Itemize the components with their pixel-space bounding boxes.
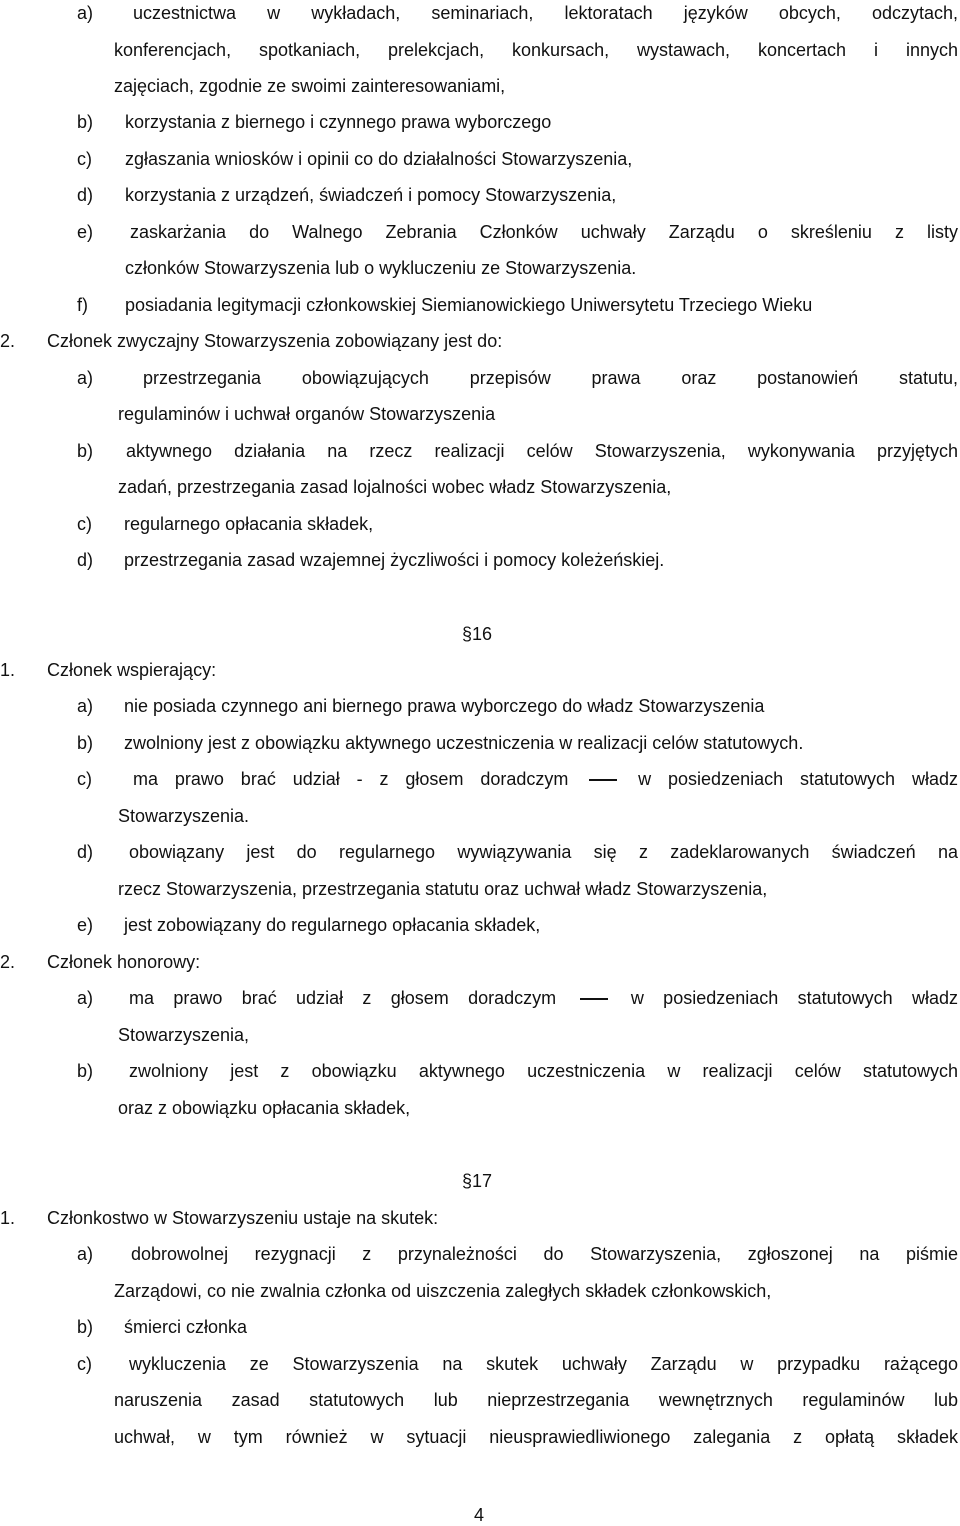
- list-marker: e): [77, 222, 94, 242]
- list-marker: c): [77, 769, 92, 789]
- list-item-text: zwolniony jest z obowiązku aktywnego uczestniczenia w realizacji celów statutowych.: [124, 733, 804, 753]
- list-item-text: oraz z obowiązku opłacania składek,: [118, 1098, 411, 1118]
- list-item-text: konferencjach, spotkaniach, prelekcjach, konkursach, wystawach, koncertach i innych: [114, 40, 958, 60]
- point-number: 1.: [0, 1208, 16, 1228]
- list-item-text: aktywnego działania na rzecz realizacji celów Stowarzyszenia, wykonywania przyjętych: [126, 441, 958, 461]
- list-marker: f): [77, 295, 88, 315]
- dash: [580, 998, 608, 1000]
- list-item-text: Stowarzyszenia.: [118, 806, 250, 826]
- list-item-text: ma prawo brać udział z głosem doradczym w posiedzeniach statutowych władz: [129, 988, 958, 1008]
- point-text: Członek honorowy:: [47, 952, 201, 972]
- list-marker: a): [77, 696, 94, 716]
- list-item-text: członków Stowarzyszenia lub o wykluczeniu ze Stowarzyszenia.: [125, 258, 637, 278]
- list-marker: a): [77, 1244, 94, 1264]
- section-sign: §: [462, 624, 473, 644]
- list-item-text: zadań, przestrzegania zasad lojalności wobec władz Stowarzyszenia,: [118, 477, 672, 497]
- list-item-text: śmierci członka: [124, 1317, 248, 1337]
- list-marker: e): [77, 915, 94, 935]
- list-marker: a): [77, 988, 94, 1008]
- list-marker: a): [77, 368, 94, 388]
- list-item-text: korzystania z biernego i czynnego prawa wyborczego: [125, 112, 552, 132]
- list-marker: b): [77, 112, 94, 132]
- list-marker: c): [77, 1354, 92, 1374]
- list-item-text: zaskarżania do Walnego Zebrania Członków uchwały Zarządu o skreśleniu z listy: [130, 222, 958, 242]
- list-item-text: posiadania legitymacji członkowskiej Siemianowickiego Uniwersytetu Trzeciego Wieku: [125, 295, 813, 315]
- list-marker: b): [77, 441, 94, 461]
- list-item-text: uczestnictwa w wykładach, seminariach, lektoratach języków obcych, odczytach,: [133, 3, 958, 23]
- point-text: Członek zwyczajny Stowarzyszenia zobowiązany jest do:: [47, 331, 503, 351]
- point-number: 2.: [0, 952, 16, 972]
- list-item-text: obowiązany jest do regularnego wywiązywania się z zadeklarowanych świadczeń na: [129, 842, 958, 862]
- section-number: §17: [462, 1171, 493, 1191]
- list-item-text: rzecz Stowarzyszenia, przestrzegania statutu oraz uchwał władz Stowarzyszenia,: [118, 879, 768, 899]
- list-marker: b): [77, 1317, 94, 1337]
- list-item-text: Stowarzyszenia,: [118, 1025, 250, 1045]
- page-number: 4: [474, 1505, 485, 1525]
- list-marker: c): [77, 149, 92, 169]
- list-item-text: przestrzegania zasad wzajemnej życzliwości i pomocy koleżeńskiej.: [124, 550, 665, 570]
- section-sign: §: [462, 1171, 473, 1191]
- list-marker: d): [77, 185, 94, 205]
- point-number: 2.: [0, 331, 16, 351]
- list-item-text: regulaminów i uchwał organów Stowarzyszenia: [118, 404, 496, 424]
- list-marker: d): [77, 550, 94, 570]
- list-marker: c): [77, 514, 92, 534]
- list-item-text: zajęciach, zgodnie ze swoimi zainteresowaniami,: [114, 76, 506, 96]
- list-marker: a): [77, 3, 94, 23]
- point-text: Członkostwo w Stowarzyszeniu ustaje na skutek:: [47, 1208, 439, 1228]
- list-item-text: zwolniony jest z obowiązku aktywnego uczestniczenia w realizacji celów statutowych: [129, 1061, 958, 1081]
- list-item-text: przestrzegania obowiązujących przepisów prawa oraz postanowień statutu,: [143, 368, 958, 388]
- dash: [589, 779, 617, 781]
- list-marker: d): [77, 842, 94, 862]
- list-marker: b): [77, 733, 94, 753]
- list-item-text: korzystania z urządzeń, świadczeń i pomocy Stowarzyszenia,: [125, 185, 617, 205]
- list-item-text: wykluczenia ze Stowarzyszenia na skutek uchwały Zarządu w przypadku rażącego: [129, 1354, 958, 1374]
- list-item-text: dobrowolnej rezygnacji z przynależności do Stowarzyszenia, zgłoszonej na piśmie: [131, 1244, 958, 1264]
- list-marker: b): [77, 1061, 94, 1081]
- list-item-text: zgłaszania wniosków i opinii co do działalności Stowarzyszenia,: [125, 149, 633, 169]
- list-item-text: naruszenia zasad statutowych lub nieprzestrzegania wewnętrznych regulaminów lub: [114, 1390, 958, 1410]
- list-item-text: ma prawo brać udział - z głosem doradczym w posiedzeniach statutowych władz: [133, 769, 958, 789]
- list-item-text: nie posiada czynnego ani biernego prawa wyborczego do władz Stowarzyszenia: [124, 696, 765, 716]
- list-item-text: uchwał, w tym również w sytuacji nieusprawiedliwionego zalegania z opłatą składek: [114, 1427, 958, 1447]
- list-item-text: jest zobowiązany do regularnego opłacania składek,: [124, 915, 541, 935]
- list-item-text: regularnego opłacania składek,: [124, 514, 374, 534]
- point-number: 1.: [0, 660, 16, 680]
- point-text: Członek wspierający:: [47, 660, 217, 680]
- section-number: §16: [462, 624, 493, 644]
- list-item-text: Zarządowi, co nie zwalnia członka od uiszczenia zaległych składek członkowskich,: [114, 1281, 772, 1301]
